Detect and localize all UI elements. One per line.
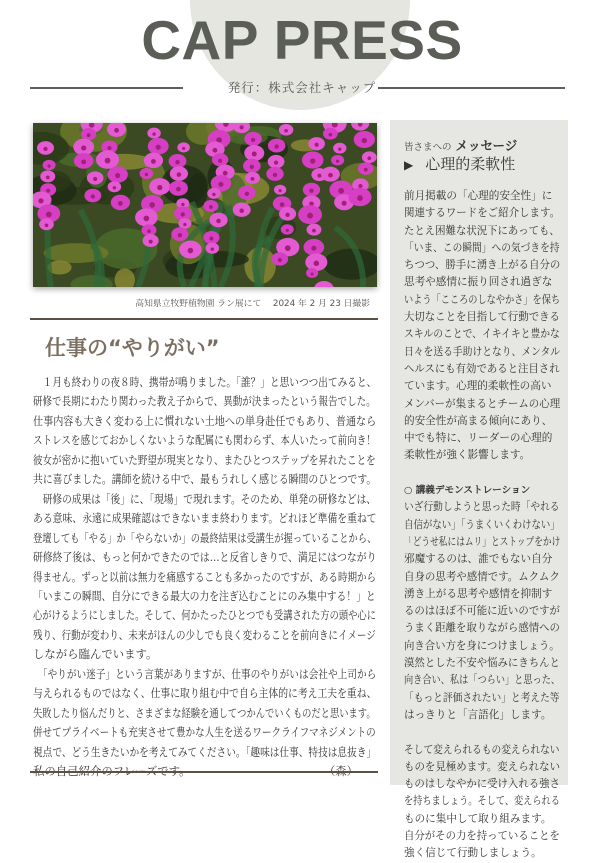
orchid-center	[338, 148, 341, 151]
text-line: 得ません。ずっと以前は無力を痛感することも多かったのですが、ある時期から	[33, 569, 377, 584]
text-line: ものはしなやかに受け入れる強さ	[404, 778, 560, 791]
triangle-right-icon: ▶	[404, 158, 414, 172]
orchid-center	[156, 145, 161, 150]
orchid-center	[152, 132, 155, 135]
photo-caption: 高知県立牧野植物園 ラン展にて 2024 年 2 月 23 日撮影	[135, 299, 370, 309]
article-bottom-rule	[30, 771, 378, 773]
sidebar-text	[404, 188, 562, 863]
text-line: 研修で長期にわたり関わった教え子からで、異動が決まったという報告でした。	[33, 394, 376, 409]
orchid-center	[274, 144, 278, 148]
text-line: ある意味、永遠に成果確認はできないまま終わります。どれほど準備を重ねて	[33, 511, 377, 526]
orchid-center	[211, 247, 214, 250]
orchid-photo	[33, 123, 377, 287]
orchid-center	[309, 189, 313, 193]
text-line: いよう「こころのしなやかさ」を保ち	[404, 293, 561, 306]
text-line: 中でも特に、リーダーの心理的	[404, 432, 553, 445]
text-line: はっきりと「言語化」します。	[404, 708, 552, 721]
text-line: ものに集中して取り組みます。	[404, 812, 552, 825]
orchid-center	[149, 240, 153, 244]
text-line: 残り、行動が変わり、未来がほんの少しでも良く変わることを前向きにイメージ	[33, 627, 376, 642]
orchid-center	[93, 177, 97, 181]
text-line: 「いま、この瞬間」への気づきを持	[404, 241, 560, 254]
orchid-center	[311, 246, 316, 251]
orchid-center	[105, 158, 111, 164]
text-line: るのはほぼ不可能に近いのですが	[404, 605, 560, 618]
orchid-center	[147, 229, 151, 233]
orchid-center	[115, 173, 120, 178]
orchid-center	[212, 193, 215, 196]
orchid-center	[314, 261, 320, 267]
orchid-center	[175, 160, 179, 164]
orchid-center	[328, 173, 333, 178]
text-line: ヘルスにも有効であると注目され	[404, 362, 560, 375]
orchid-center	[317, 174, 321, 178]
text-line: ちつつ、勝手に湧き上がる自分の	[404, 259, 561, 272]
publisher-text: 発行：株式会社キャップ	[227, 80, 377, 95]
orchid-center	[329, 133, 333, 137]
orchid-center	[285, 245, 291, 251]
text-line: 向き合い方を身につけましょう。	[404, 639, 560, 652]
sidebar-label-big: メッセージ	[455, 138, 518, 153]
article-heading: 仕事の“やりがい”	[45, 336, 220, 360]
orchid-center	[273, 173, 277, 177]
orchid-center	[251, 138, 255, 142]
text-line: 関連するワードをご紹介します。	[404, 207, 561, 220]
text-line: 自信がない」「うまくいくわけない」	[404, 518, 560, 531]
text-line: 思考や感情に振り回され過ぎな	[404, 276, 553, 289]
orchid-center	[279, 189, 282, 192]
orchid-center	[43, 147, 47, 151]
text-line: 彼女が密かに抱いていた野望が現実となり、またひとつステップを昇れたことを	[33, 452, 376, 467]
orchid-center	[285, 213, 289, 217]
orchid-center	[47, 164, 50, 167]
orchid-center	[149, 202, 155, 208]
text-line: 前月掲載の「心理的安全性」に	[404, 190, 553, 202]
article-body	[33, 373, 378, 782]
orchid-center	[223, 171, 228, 176]
orchid-center	[338, 188, 344, 194]
text-line: そして変えられるもの変えられない	[404, 743, 560, 756]
orchid-center	[216, 219, 221, 224]
orchid-center	[38, 198, 43, 203]
text-line: スキルのことで、イキイキと豊かな	[404, 328, 560, 341]
orchid-center	[145, 173, 148, 176]
sidebar-label	[404, 136, 517, 154]
text-line: 漠然とした不安や悩みにきちんと	[404, 657, 560, 670]
orchid-center	[358, 184, 362, 188]
text-line: いざ行動しようと思った時「やれる	[404, 501, 560, 514]
text-line: 「いまこの瞬間、自分にできる最大の力を注ぎ込むことにのみ集中する！」と	[33, 588, 376, 603]
orchid-center	[113, 186, 116, 189]
orchid-center	[177, 172, 182, 177]
orchid-center	[252, 152, 257, 157]
orchid-center	[209, 236, 213, 240]
orchid-center	[46, 212, 52, 218]
orchid-center	[87, 133, 91, 137]
text-line: 強く信じて行動しましょう。	[404, 847, 542, 860]
orchid-center	[274, 161, 278, 165]
message-sidebar	[390, 120, 568, 860]
orchid-center	[342, 201, 347, 206]
orchid-center	[278, 258, 282, 262]
text-line: を持ちましょう。そして、変えられる	[404, 795, 560, 808]
orchid-center	[364, 168, 368, 172]
text-line: 登壇しても「やる」か「やらないか」の最終結果は受講生が握っていることから、	[33, 530, 377, 545]
orchid-center	[312, 229, 316, 233]
orchid-center	[286, 229, 289, 232]
orchid-center	[245, 192, 249, 196]
orchid-center	[46, 189, 50, 193]
orchid-center	[181, 203, 184, 206]
text-line: 与えられるものではなく、仕事に取り組む中で自ら主体的に考え工夫を重ね、	[33, 686, 377, 701]
text-line: 自分がその力を持っていることを	[404, 829, 560, 842]
orchid-center	[46, 175, 50, 179]
text-line: 「やりがい迷子」という言葉がありますが、仕事のやりがいは会社や上司から	[33, 666, 377, 681]
orchid-center	[315, 143, 319, 147]
orchid-center	[209, 205, 213, 209]
orchid-center	[218, 182, 223, 187]
text-line: 的安全性が高まる傾向にあり、	[404, 414, 553, 427]
sidebar-title	[404, 153, 515, 174]
orchid-center	[176, 187, 181, 192]
text-line: 視点で、どう生きたいかを考えてみてください。「趣味は仕事、特技は息抜き」	[33, 744, 377, 759]
orchid-center	[213, 148, 218, 153]
text-line: １月も終わりの夜８時、携帯が鳴りました。「誰？」と思いつつ出てみると、	[33, 375, 377, 389]
orchid-center	[118, 201, 123, 206]
text-line: 「もっと評価されたい」と考えた等	[404, 691, 560, 704]
orchid-center	[183, 223, 186, 226]
orchid-center	[91, 194, 95, 198]
text-line: ストレスを感じておかしくないような配属にも関わらず、本人いたって前向き！	[33, 433, 376, 448]
text-line: 日々を送る手助けとなり、メンタル	[404, 345, 561, 358]
text-line: 大切なことを目指して行動できる	[404, 311, 560, 324]
sidebar-label-small: 皆さまへの	[404, 142, 452, 153]
orchid-center	[181, 212, 185, 216]
orchid-center	[310, 158, 315, 163]
text-line: 柔軟性が強く影響します。	[404, 449, 531, 462]
article-divider	[30, 318, 378, 320]
orchid-center	[157, 185, 162, 190]
text-line: メンバーが集まるとチームの心理	[404, 397, 561, 410]
newsletter-title: CAP PRESS	[141, 9, 463, 71]
orchid-center	[182, 147, 185, 150]
orchid-center	[178, 233, 182, 237]
orchid-center	[311, 273, 314, 276]
sidebar-title-text: 心理的柔軟性	[425, 155, 516, 173]
text-line: 共に喜びました。講師を続ける中で、最もうれしく感じる瞬間のひとつです。	[33, 472, 377, 487]
orchid-center	[151, 159, 156, 164]
text-line: 失敗したり悩んだりと、さまざまな経験を通してつかんでいくものだと思います。	[33, 705, 376, 720]
orchid-center	[107, 146, 111, 150]
text-line: しながら臨んでいます。	[33, 647, 158, 662]
text-line: ています。心理的柔軟性の高い	[404, 380, 552, 393]
text-line: ものを見極めます。変えられない	[404, 760, 561, 773]
text-line: 研修の成果は「後」に、「現場」で現れます。そのため、単発の研修などは、	[33, 491, 376, 506]
text-line: 研修終了後は、もっと何かできたのでは…と反省しきりで、満足にはつながり	[33, 550, 377, 565]
text-line: 仕事内容も大きく変わる上に慣れない土地への単身赴任でもあり、普通なら	[33, 413, 377, 428]
text-line: 「どうせ私にはムリ」とストップをかけ	[404, 535, 561, 548]
text-line: 併せてプライベートも充実させて豊かな人生を送るワークライフマネジメントの	[33, 725, 376, 740]
orchid-center	[251, 177, 255, 181]
orchid-center	[362, 138, 367, 143]
text-line: 湧き上がる思考や感情を抑制す	[404, 587, 553, 600]
orchid-center	[81, 159, 86, 164]
text-line: 自身の思考や感情です。ムクムク	[404, 570, 560, 583]
orchid-center	[81, 145, 86, 150]
orchid-center	[114, 128, 119, 133]
orchid-photo-icon	[33, 123, 377, 287]
text-line: たとえ困難な状況下にあっても、	[404, 224, 560, 237]
orchid-center	[188, 248, 194, 254]
orchid-center	[250, 165, 254, 169]
spacer	[404, 724, 562, 741]
orchid-center	[307, 213, 313, 219]
orchid-center	[240, 125, 244, 129]
orchid-center	[280, 202, 285, 207]
orchid-center	[336, 160, 339, 163]
orchid-center	[284, 129, 288, 133]
text-line: 邪魔するのは、誰でもない自分	[404, 553, 553, 566]
orchid-center	[45, 223, 49, 227]
orchid-center	[367, 156, 371, 160]
orchid-center	[144, 216, 150, 222]
orchid-center	[218, 159, 222, 163]
orchid-center	[357, 195, 363, 201]
text-line: 心がけるようにしました。そして、何かたったひとつでも受講された方の頭や心に	[33, 608, 376, 623]
spacer	[404, 465, 562, 482]
text-line: 向き合い、私は「つらい」と思った、	[404, 674, 561, 687]
text-line: うまく距離を取りながら感情への	[404, 622, 560, 635]
orchid-center	[239, 208, 243, 212]
sidebar-subheading: ○ 講義デモンストレーション	[404, 485, 531, 497]
